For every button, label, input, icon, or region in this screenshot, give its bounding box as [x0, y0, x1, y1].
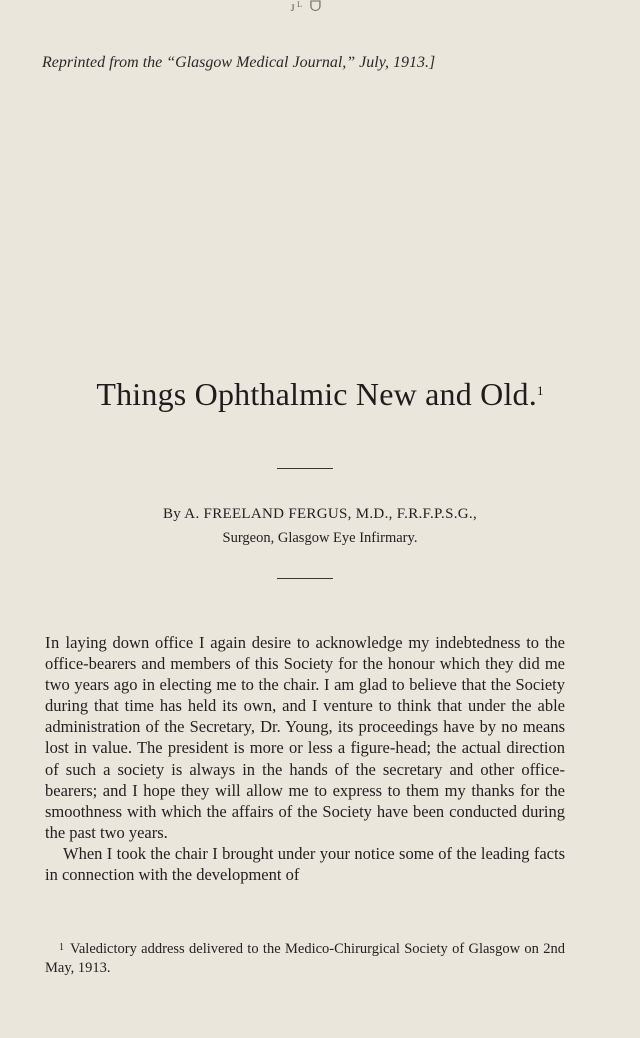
title-footnote-ref: 1 [536, 383, 544, 398]
paragraph-2: When I took the chair I brought under your notice some of the leading facts in connection with the development of [45, 843, 565, 885]
footnote-mark: 1 [59, 942, 64, 953]
reprint-prefix: Reprinted from the [42, 54, 167, 71]
footnote-text: Valedictory address delivered to the Medico-Chirurgical Society of Glasgow on 2nd May, 1913. [45, 941, 565, 976]
reprint-bracket: ] [428, 54, 436, 71]
journal-name: “Glasgow Medical Journal,” [166, 54, 356, 71]
paragraph-1-text: laying down office I again desire to acknowledge my indebtedness to the office-bearers and members of this Society for the honour which they did me two years ago in electing me to the chair. I am glad to believe that the Society during that time has held its own, and I venture to think that under the able administration of the Secretary, Dr. Young, its proceedings have by no means lost in value. The president is more or less a figure-head; the actual direction of such a society is always in the hands of the secretary and other office-bearers; and I hope they will allow me to express to them my thanks for the smoothness with which the affairs of the Society have been conducted during the past two years. [45, 633, 565, 842]
footnote [45, 940, 565, 978]
reprint-note [42, 54, 602, 72]
paragraph-1 [45, 632, 565, 843]
article-title [0, 376, 640, 413]
lead-word: In [45, 633, 60, 652]
journal-date: July, 1913. [359, 54, 429, 71]
divider-top [277, 468, 333, 469]
author-affiliation: Surgeon, Glasgow Eye Infirmary. [222, 530, 418, 546]
divider-bottom [277, 578, 333, 579]
by-label: By A. [162, 506, 204, 522]
body-text [45, 632, 565, 885]
title-text: Things Ophthalmic New and Old. [96, 376, 537, 412]
author-name: FREELAND FERGUS, M.D., F.R.F.P.S.G., [203, 506, 478, 522]
author-byline [0, 506, 640, 523]
handwritten-mark: ᴊᴸ ᗜ [290, 0, 324, 15]
